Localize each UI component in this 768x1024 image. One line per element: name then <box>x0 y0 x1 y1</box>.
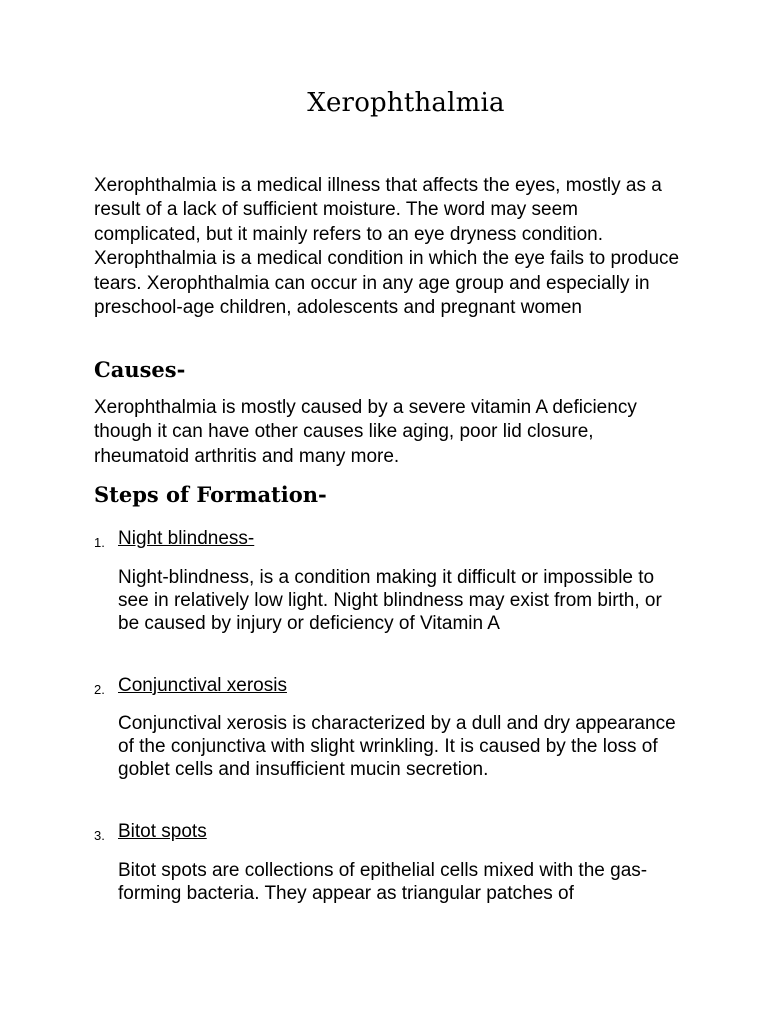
causes-heading: Causes- <box>94 357 186 382</box>
step-desc-bitot-spots: Bitot spots are collections of epithelial cells mixed with the gas-forming bacteria. They appear as triangular patches of <box>118 860 648 904</box>
intro-paragraph: Xerophthalmia is a medical illness that affects the eyes, mostly as a result of a lack of sufficient moisture. The word may seem complicated, but it mainly refers to an eye dryness condition. Xerophthalmia is a medical condition in which the eye fails to produce tears. Xerophthalmia can occur in any age group and especially in preschool-age children, adolescents and pregnant women <box>94 175 680 319</box>
step-desc-night-blindness: Night-blindness, is a condition making it difficult or impossible to see in relatively low light. Night blindness may exist from birth, or be caused by injury or deficiency of Vitamin A <box>118 567 662 634</box>
list-number: 3. <box>94 828 105 843</box>
step-title-bitot-spots: Bitot spots <box>118 821 207 842</box>
step-title-night-blindness: Night blindness- <box>118 528 255 549</box>
list-number: 1. <box>94 535 105 550</box>
causes-paragraph: Xerophthalmia is mostly caused by a severe vitamin A deficiency though it can have other causes like aging, poor lid closure, rheumatoid arthritis and many more. <box>94 397 637 467</box>
step-title-conjunctival-xerosis: Conjunctival xerosis <box>118 675 287 696</box>
list-number: 2. <box>94 682 105 697</box>
document-title: Xerophthalmia <box>307 88 505 118</box>
step-desc-conjunctival-xerosis: Conjunctival xerosis is characterized by a dull and dry appearance of the conjunctiva with slight wrinkling. It is caused by the loss of goblet cells and insufficient mucin secretion. <box>118 713 676 780</box>
steps-heading: Steps of Formation- <box>94 482 327 507</box>
